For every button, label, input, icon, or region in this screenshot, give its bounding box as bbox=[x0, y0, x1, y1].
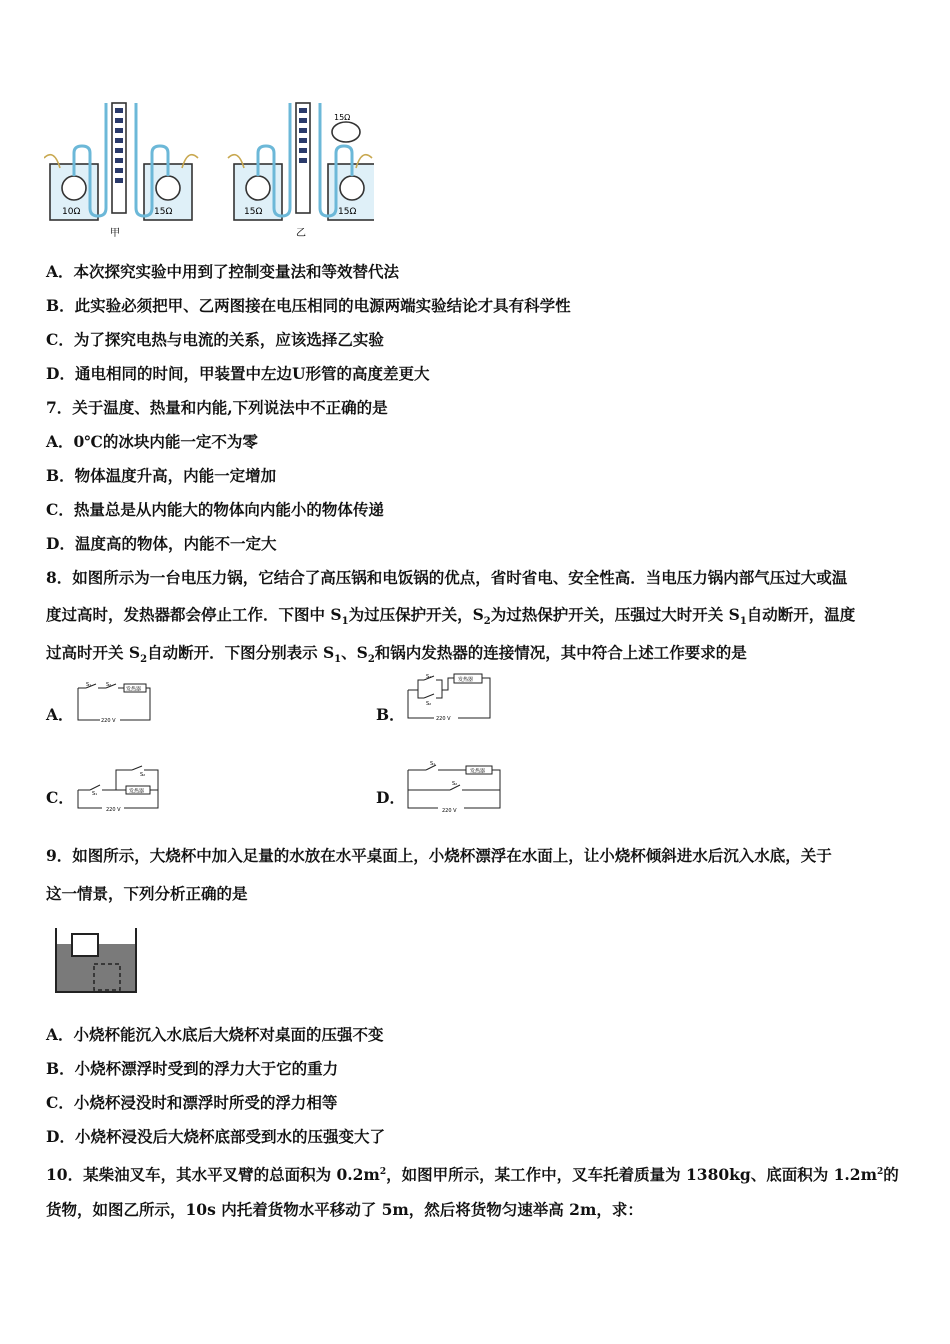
q8-line-3: 过高时开关 $S_2$自动断开．下图分别表示 $S_1$、$S_2$和锅内发热器的连接情况，其中符合上述工作要求的是 bbox=[46, 643, 747, 666]
label-heater: 发热器 bbox=[129, 788, 145, 795]
q8-option-c-label: C． bbox=[46, 788, 74, 807]
q6-option-b: B．此实验必须把甲、乙两图接在电压相同的电源两端实验结论才具有科学性 bbox=[46, 296, 571, 315]
label-yi: 乙 bbox=[296, 228, 306, 239]
circuit-c bbox=[74, 764, 164, 816]
q9-option-c: C．小烧杯浸没时和漂浮时所受的浮力相等 bbox=[46, 1093, 338, 1112]
q6-option-d: D．通电相同的时间，甲装置中左边U形管的高度差更大 bbox=[46, 364, 430, 383]
q9-option-b: B．小烧杯漂浮时受到的浮力大于它的重力 bbox=[46, 1059, 339, 1078]
label-voltage: 220 V bbox=[442, 808, 457, 814]
label-s1: S₁ bbox=[430, 761, 436, 767]
q6-option-c: C．为了探究电热与电流的关系，应该选择乙实验 bbox=[46, 330, 384, 349]
label-s2: S₂ bbox=[452, 781, 458, 787]
q6-option-a: A．本次探究实验中用到了控制变量法和等效替代法 bbox=[46, 262, 400, 281]
label-r15-parallel: 15Ω bbox=[334, 113, 351, 122]
label-s1: S₁ bbox=[92, 791, 98, 797]
label-heater: 发热器 bbox=[470, 768, 486, 775]
label-s2: S₂ bbox=[106, 682, 112, 688]
circuit-a bbox=[74, 680, 154, 726]
label-r15-yi-left: 15Ω bbox=[244, 207, 263, 217]
q7-option-b: B．物体温度升高，内能一定增加 bbox=[46, 466, 277, 485]
circuit-b bbox=[404, 672, 494, 726]
q8-option-b-label: B． bbox=[376, 705, 405, 724]
q7-option-d: D．温度高的物体，内能不一定大 bbox=[46, 534, 277, 553]
q9-line-2: 这一情景，下列分析正确的是 bbox=[46, 884, 248, 903]
label-voltage: 220 V bbox=[106, 807, 121, 813]
q7-option-a: A．0℃的冰块内能一定不为零 bbox=[46, 432, 258, 451]
q10-line-2: 货物，如图乙所示，10s 内托着货物水平移动了 5m，然后将货物匀速举高 2m，求： bbox=[46, 1200, 643, 1219]
q9-line-1: 9．如图所示，大烧杯中加入足量的水放在水平桌面上，小烧杯漂浮在水面上，让小烧杯倾斜进水后沉入水底，关于 bbox=[46, 846, 832, 865]
label-s2: S₂ bbox=[140, 772, 146, 778]
beaker-figure bbox=[52, 924, 142, 996]
label-heater: 发热器 bbox=[458, 677, 474, 683]
q8-option-a-label: A． bbox=[46, 705, 74, 724]
label-s1: S₁ bbox=[86, 682, 92, 688]
q8-option-d-label: D． bbox=[376, 788, 405, 807]
q9-option-d: D．小烧杯浸没后大烧杯底部受到水的压强变大了 bbox=[46, 1127, 385, 1146]
figure-jia-yi bbox=[44, 98, 374, 240]
q10-line-1: 10．某柴油叉车，其水平叉臂的总面积为 $0.2m^2$，如图甲所示，某工作中，叉车托着质量为 1380kg、底面积为 $1.2m^2$的 bbox=[46, 1165, 899, 1185]
q7-stem: 7．关于温度、热量和内能,下列说法中不正确的是 bbox=[46, 398, 388, 417]
label-r15-yi-right: 15Ω bbox=[338, 207, 357, 217]
label-r15-jia: 15Ω bbox=[154, 207, 173, 217]
circuit-d bbox=[404, 760, 504, 816]
label-r10: 10Ω bbox=[62, 207, 81, 217]
label-s2: S₂ bbox=[426, 701, 432, 707]
label-s1: S₁ bbox=[426, 674, 432, 680]
label-jia: 甲 bbox=[110, 228, 120, 239]
label-voltage: 220 V bbox=[101, 718, 116, 724]
label-voltage: 220 V bbox=[436, 716, 451, 722]
label-heater: 发热器 bbox=[126, 686, 142, 693]
q8-line-2: 度过高时，发热器都会停止工作．下图中 $S_1$为过压保护开关，$S_2$为过热保护开关，压强过大时开关 $S_1$自动断开，温度 bbox=[46, 605, 856, 628]
q8-line-1: 8．如图所示为一台电压力锅，它结合了高压锅和电饭锅的优点，省时省电、安全性高．当电压力锅内部气压过大或温 bbox=[46, 568, 848, 587]
q9-option-a: A．小烧杯能沉入水底后大烧杯对桌面的压强不变 bbox=[46, 1025, 384, 1044]
q7-option-c: C．热量总是从内能大的物体向内能小的物体传递 bbox=[46, 500, 384, 519]
